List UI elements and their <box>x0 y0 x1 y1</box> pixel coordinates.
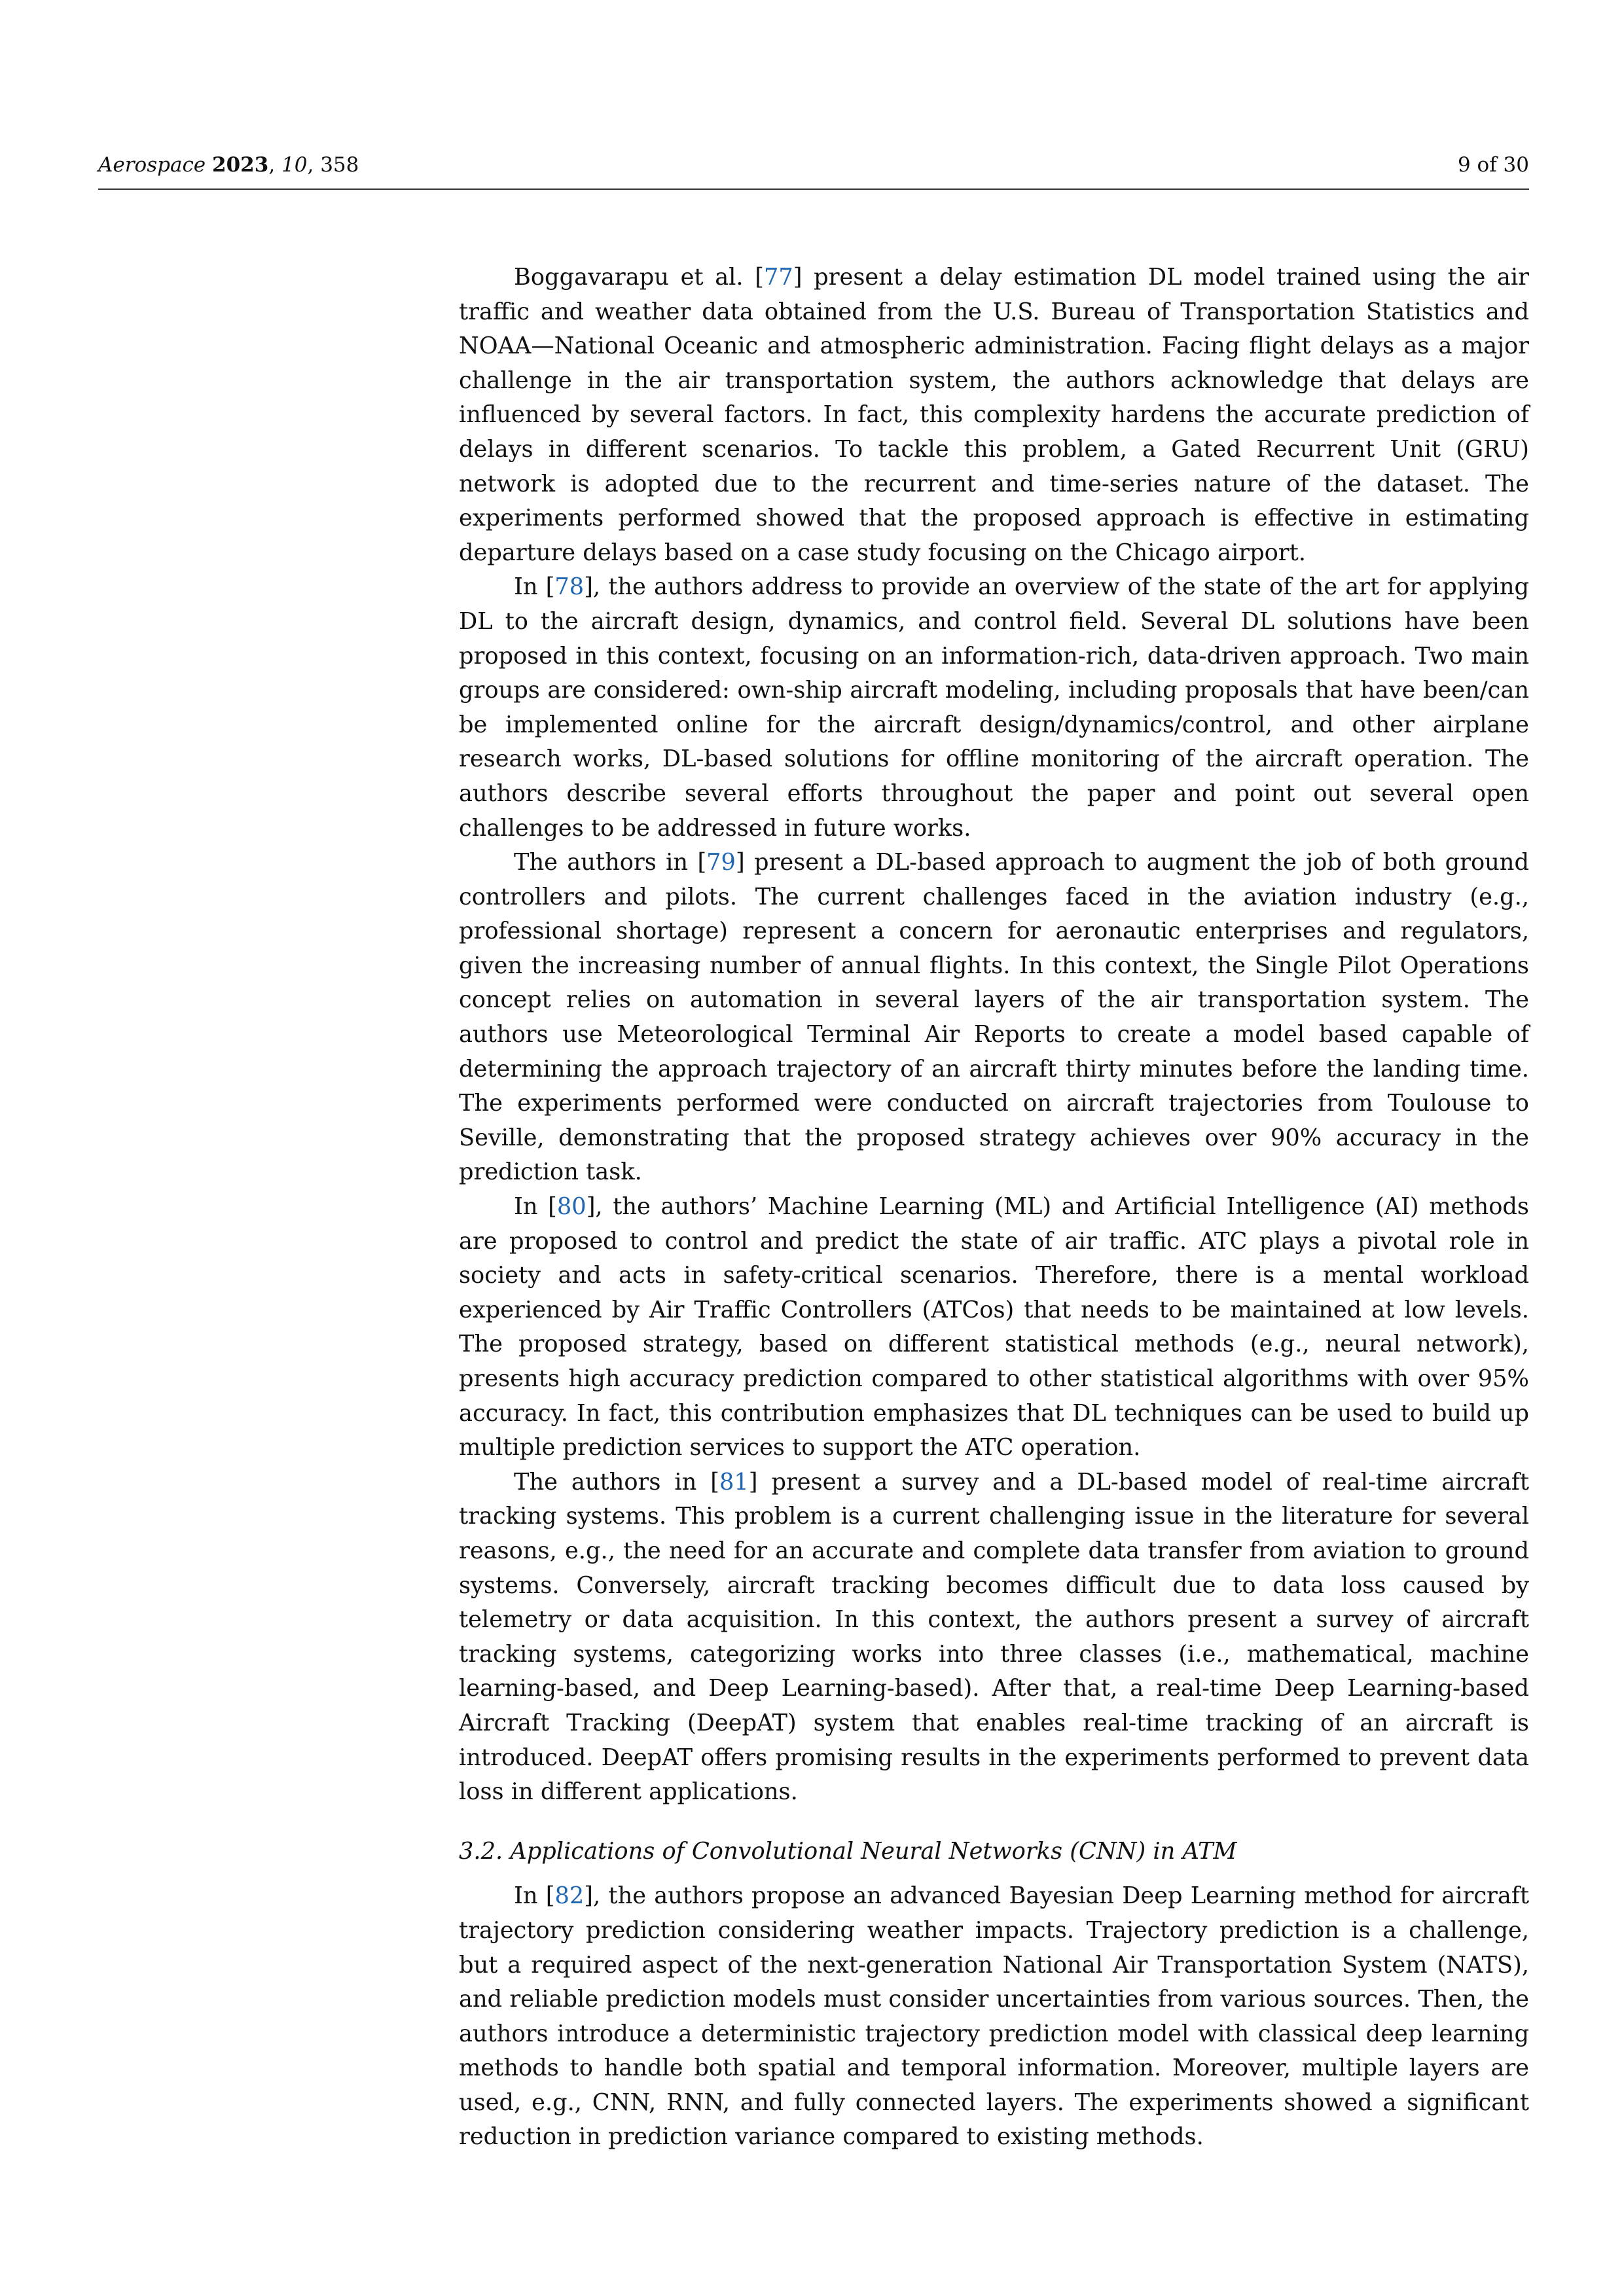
paragraph-ref-81 <box>459 1465 1529 1810</box>
paragraph-text: Boggavarapu et al. [ <box>514 264 764 291</box>
article-number: 358 <box>320 153 359 177</box>
page-header <box>98 149 1529 190</box>
journal-year: 2023 <box>212 153 269 177</box>
paragraph-text: ] present a DL-based approach to augment the job of both ground controllers and pilots. The current challenges faced in the aviation industry (e.g., professional shortage) represent a concern for aeronautic enterprises and regulators, given the increasing number of annual flights. In this context, the Single Pilot Operations concept relies on automation in several layers of the air transportation system. The authors use Meteorological Terminal Air Reports to create a model based capable of determining the approach trajectory of an aircraft thirty minutes before the landing time. The experiments performed were conducted on aircraft trajectories from Toulouse to Seville, demonstrating that the proposed strategy achieves over 90% accuracy in the prediction task. <box>459 849 1529 1186</box>
journal-volume: 10 <box>281 153 308 177</box>
paragraph-text: ], the authors address to provide an overview of the state of the art for applying DL to the aircraft design, dynamics, and control field. Several DL solutions have been proposed in this context, focusing on an information-rich, data-driven approach. Two main groups are considered: own-ship aircraft modeling, including proposals that have been/can be implemented online for the aircraft design/dynamics/control, and other airplane research works, DL-based solutions for offline monitoring of the aircraft operation. The authors describe several efforts throughout the paper and point out several open challenges to be addressed in future works. <box>459 573 1530 842</box>
journal-name: Aerospace <box>98 153 206 177</box>
citation-link-80[interactable]: 80 <box>556 1193 586 1221</box>
paragraph-text: In [ <box>514 573 555 601</box>
section-heading: 3.2. Applications of Convolutional Neural Networks (CNN) in ATM <box>459 1837 1237 1865</box>
main-text <box>459 260 1529 2155</box>
paragraph-text: The authors in [ <box>514 849 707 876</box>
paragraph-text: ], the authors propose an advanced Bayesian Deep Learning method for aircraft trajectory prediction considering weather impacts. Trajectory prediction is a challenge, but a required aspect of the next-generation National Air Transportation System (NATS), and reliable prediction models must consider uncertainties from various sources. Then, the authors introduce a deterministic trajectory prediction model with classical deep learning methods to handle both spatial and temporal information. Moreover, multiple layers are used, e.g., CNN, RNN, and fully connected layers. The experiments showed a significant reduction in prediction variance compared to existing methods. <box>459 1882 1529 2151</box>
citation-link-79[interactable]: 79 <box>706 849 736 876</box>
paragraph-boggavarapu <box>459 260 1529 570</box>
paragraph-text: ] present a survey and a DL-based model of real-time aircraft tracking systems. This problem is a current challenging issue in the literature for several reasons, e.g., the need for an accurate and complete data transfer from aviation to ground systems. Conversely, aircraft tracking becomes difficult due to data loss caused by telemetry or data acquisition. In this context, the authors present a survey of aircraft tracking systems, categorizing works into three classes (i.e., mathematical, machine learning-based, and Deep Learning-based). After that, a real-time Deep Learning-based Aircraft Tracking (DeepAT) system that enables real-time tracking of an aircraft is introduced. DeepAT offers promising results in the experiments performed to prevent data loss in different applications. <box>459 1468 1529 1806</box>
paragraph-ref-80 <box>459 1190 1529 1465</box>
paragraph-ref-78 <box>459 570 1529 846</box>
paragraph-text: ] present a delay estimation DL model trained using the air traffic and weather data obtained from the U.S. Bureau of Transportation Statistics and NOAA—National Oceanic and atmospheric administration. Facing flight delays as a major challenge in the air transportation system, the authors acknowledge that delays are influenced by several factors. In fact, this complexity hardens the accurate prediction of delays in different scenarios. To tackle this problem, a Gated Recurrent Unit (GRU) network is adopted due to the recurrent and time-series nature of the dataset. The experiments performed showed that the proposed approach is effective in estimating departure delays based on a case study focusing on the Chicago airport. <box>459 264 1529 566</box>
paragraph-text: In [ <box>514 1193 557 1221</box>
paragraph-text: The authors in [ <box>514 1468 719 1496</box>
paragraph-text: ], the authors’ Machine Learning (ML) and Artificial Intelligence (AI) methods are proposed to control and predict the state of air traffic. ATC plays a pivotal role in society and acts in safety-critical scenarios. Therefore, there is a mental workload experienced by Air Traffic Controllers (ATCos) that needs to be maintained at low levels. The proposed strategy, based on different statistical methods (e.g., neural network), presents high accuracy prediction compared to other statistical algorithms with over 95% accuracy. In fact, this contribution emphasizes that DL techniques can be used to build up multiple prediction services to support the ATC operation. <box>459 1193 1529 1462</box>
citation-link-78[interactable]: 78 <box>554 573 585 601</box>
paragraph-ref-79 <box>459 846 1529 1190</box>
page-number: 9 of 30 <box>1457 153 1529 177</box>
citation-link-77[interactable]: 77 <box>764 264 793 291</box>
paragraph-text: In [ <box>514 1882 555 1910</box>
citation-link-81[interactable]: 81 <box>719 1468 749 1496</box>
citation-link-82[interactable]: 82 <box>554 1882 585 1910</box>
journal-reference: Aerospace 2023, 10, 358 <box>98 153 359 177</box>
paragraph-ref-82 <box>459 1879 1529 2155</box>
